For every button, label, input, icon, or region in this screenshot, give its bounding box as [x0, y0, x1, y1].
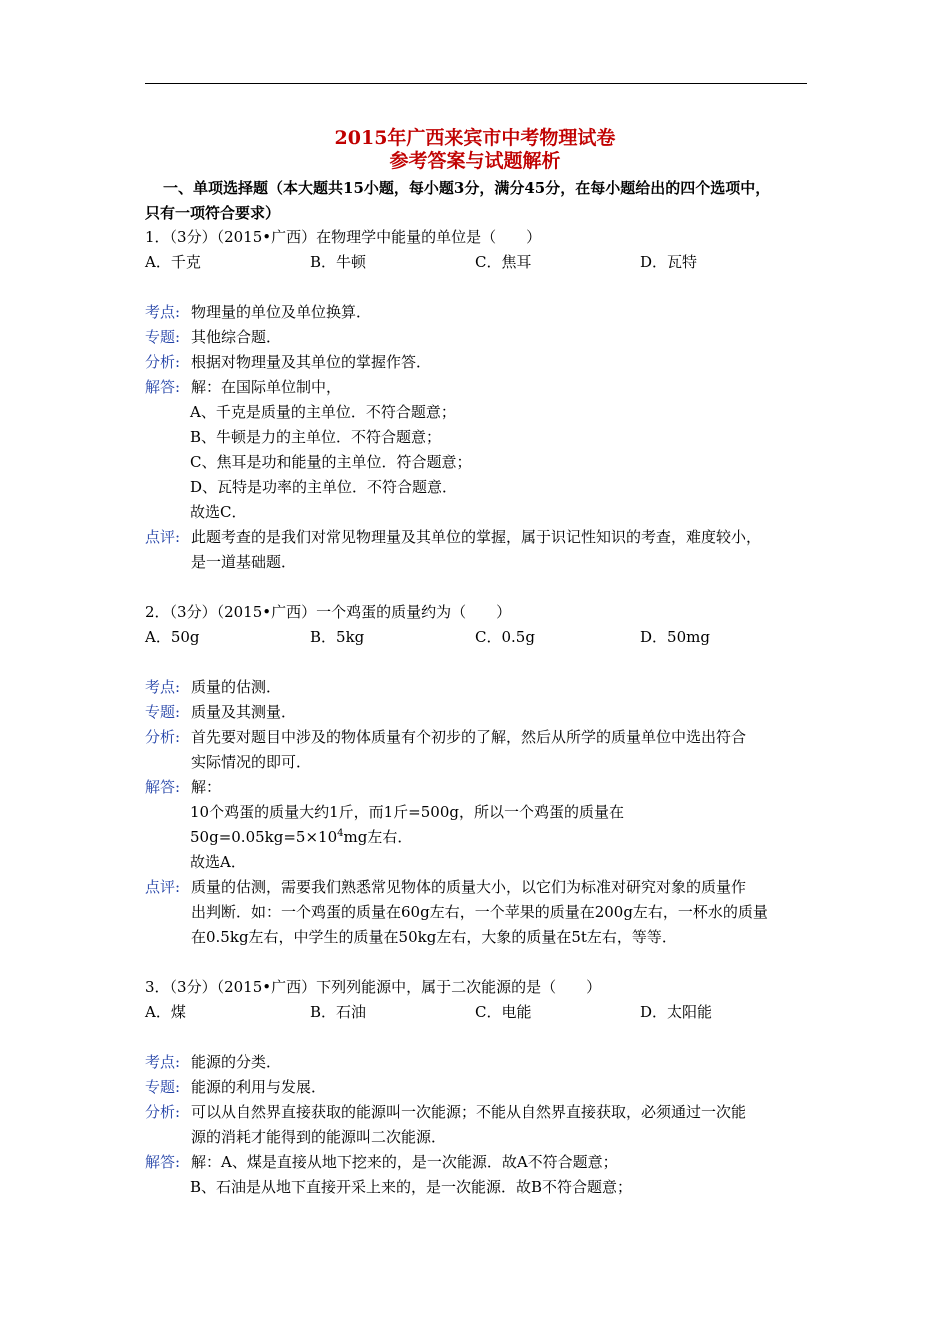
q2-kaodian-text: 质量的估测． — [191, 678, 282, 696]
q2-answer-line2-exponent: 4 — [337, 828, 344, 839]
q1-kaodian-label: 考点: — [145, 303, 181, 321]
q3-jieda-label: 解答: — [145, 1153, 181, 1171]
q2-dianping-line2: 出判断．如：一个鸡蛋的质量在60g左右，一个苹果的质量在200g左右，一杯水的质量 — [191, 903, 768, 921]
q1-option-a: A．千克 — [145, 253, 201, 271]
q1-dianping-label: 点评: — [145, 528, 181, 546]
page-title: 2015年广西来宾市中考物理试卷 — [334, 127, 616, 149]
q2-option-c: C．0.5g — [475, 628, 535, 646]
section-heading-line1: 一、单项选择题（本大题共15小题，每小题3分，满分45分，在每小题给出的四个选项中， — [163, 179, 771, 197]
q3-jieda-text: 解：A、煤是直接从地下挖来的，是一次能源．故A不符合题意； — [191, 1153, 618, 1171]
q1-dianping-line1: 此题考查的是我们对常见物理量及其单位的掌握，属于识记性知识的考查，难度较小， — [191, 528, 762, 546]
q1-kaodian-text: 物理量的单位及单位换算． — [191, 303, 372, 321]
page-subtitle: 参考答案与试题解析 — [389, 150, 561, 172]
q3-zhuanti-text: 能源的利用与发展． — [191, 1078, 327, 1096]
q2-answer-line1: 10个鸡蛋的质量大约1斤，而1斤=500g，所以一个鸡蛋的质量在 — [190, 803, 624, 821]
q2-kaodian-label: 考点: — [145, 678, 181, 696]
q3-fenxi-label: 分析: — [145, 1103, 181, 1121]
q1-answer-line: 故选C． — [190, 503, 247, 521]
q3-kaodian-label: 考点: — [145, 1053, 181, 1071]
q2-jieda-text: 解： — [191, 778, 222, 796]
q2-fenxi-line1: 首先要对题目中涉及的物体质量有个初步的了解，然后从所学的质量单位中选出符合 — [191, 728, 747, 746]
q1-fenxi-text: 根据对物理量及其单位的掌握作答． — [191, 353, 432, 371]
q2-stem: 2．（3分）（2015•广西）一个鸡蛋的质量约为（ ） — [145, 603, 512, 621]
q1-zhuanti-label: 专题: — [145, 328, 181, 346]
q1-answer-line: B、牛顿是力的主单位．不符合题意； — [190, 428, 442, 446]
q2-answer-line2-b: mg左右． — [343, 828, 413, 846]
q1-stem: 1．（3分）（2015•广西）在物理学中能量的单位是（ ） — [145, 228, 542, 246]
q3-option-c: C．电能 — [475, 1003, 532, 1021]
section-heading-line2: 只有一项符合要求） — [145, 204, 281, 222]
q3-answer-line2: B、石油是从地下直接开采上来的，是一次能源．故B不符合题意； — [190, 1178, 633, 1196]
q1-jieda-text: 解：在国际单位制中， — [191, 378, 342, 396]
q2-option-d: D．50mg — [640, 628, 710, 646]
q2-fenxi-label: 分析: — [145, 728, 181, 746]
q1-zhuanti-text: 其他综合题． — [191, 328, 282, 346]
q2-dianping-line3: 在0.5kg左右，中学生的质量在50kg左右，大象的质量在5t左右，等等． — [191, 928, 677, 946]
q2-dianping-line1: 质量的估测，需要我们熟悉常见物体的质量大小，以它们为标准对研究对象的质量作 — [191, 878, 747, 896]
q2-jieda-label: 解答: — [145, 778, 181, 796]
q3-fenxi-line2: 源的消耗才能得到的能源叫二次能源． — [191, 1128, 447, 1146]
q2-answer-line3: 故选A． — [190, 853, 246, 871]
q2-option-b: B．5kg — [310, 628, 365, 646]
q3-option-d: D．太阳能 — [640, 1003, 713, 1021]
q1-option-c: C．焦耳 — [475, 253, 532, 271]
q3-fenxi-line1: 可以从自然界直接获取的能源叫一次能源；不能从自然界直接获取，必须通过一次能 — [191, 1103, 747, 1121]
q3-option-a: A．煤 — [145, 1003, 186, 1021]
q1-answer-line: D、瓦特是功率的主单位．不符合题意． — [190, 478, 458, 496]
q1-answer-line: C、焦耳是功和能量的主单位．符合题意； — [190, 453, 472, 471]
q3-stem: 3．（3分）（2015•广西）下列列能源中，属于二次能源的是（ ） — [145, 978, 602, 996]
q1-jieda-label: 解答: — [145, 378, 181, 396]
q1-fenxi-label: 分析: — [145, 353, 181, 371]
q2-dianping-label: 点评: — [145, 878, 181, 896]
q2-zhuanti-text: 质量及其测量． — [191, 703, 297, 721]
q3-kaodian-text: 能源的分类． — [191, 1053, 282, 1071]
q3-zhuanti-label: 专题: — [145, 1078, 181, 1096]
header-rule — [145, 83, 807, 84]
q2-answer-line2 — [190, 827, 412, 847]
q2-option-a: A．50g — [145, 628, 200, 646]
q1-answer-line: A、千克是质量的主单位．不符合题意； — [190, 403, 456, 421]
q2-zhuanti-label: 专题: — [145, 703, 181, 721]
q2-answer-line2-a: 50g=0.05kg=5×10 — [190, 828, 338, 846]
q1-option-d: D．瓦特 — [640, 253, 698, 271]
q3-option-b: B．石油 — [310, 1003, 367, 1021]
q1-dianping-line2: 是一道基础题． — [191, 553, 297, 571]
q1-option-b: B．牛顿 — [310, 253, 367, 271]
q2-fenxi-line2: 实际情况的即可． — [191, 753, 312, 771]
